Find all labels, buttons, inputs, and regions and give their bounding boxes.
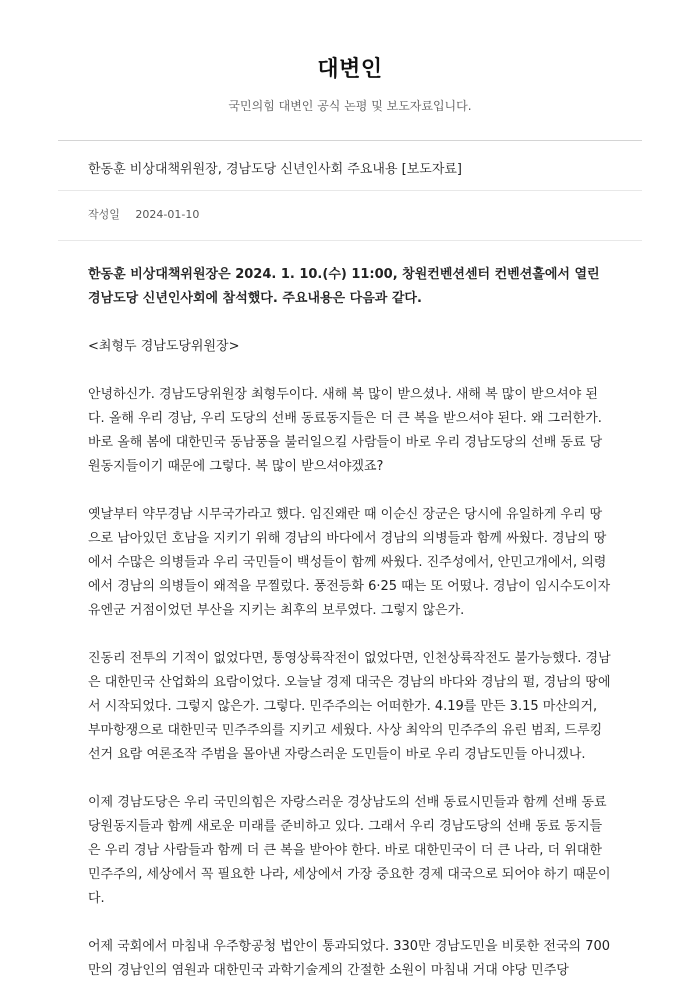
body-paragraph: 옛날부터 약무경남 시무국가라고 했다. 임진왜란 때 이순신 장군은 당시에 유일하게 우리 땅으로 남아있던 호남을 지키기 위해 경남의 바다에서 경남의 의병들과 함께 싸웠다. 경남의 땅에서 수많은 의병들과 우리 국민들이 백성들이 함께 싸웠다. 진주성에서, 안민고개에서, 의령에서 경남의 의병들이 왜적을 무찔렀다. 풍전등화 6·25 때는 또 어떴나. 경남이 임시수도이자 유엔군 거점이었던 부산을 지키는 최후의 보루였다. 그렇지 않은가.: [88, 507, 611, 618]
article-body: [88, 263, 612, 990]
site-tagline: 국민의힘 대변인 공식 논평 및 보도자료입니다.: [228, 99, 472, 113]
title-divider: [58, 190, 642, 191]
lead-paragraph: 한동훈 비상대책위원장은 2024. 1. 10.(수) 11:00, 창원컨벤션센터 컨벤션홀에서 열린 경남도당 신년인사회에 참석했다. 주요내용은 다음과 같다.: [88, 267, 600, 306]
body-paragraph: 어제 국회에서 마침내 우주항공청 법안이 통과되었다. 330만 경남도민을 비롯한 전국의 700만의 경남인의 염원과 대한민국 과학기술계의 간절한 소원이 마침내 거대 야당 민주당: [88, 939, 611, 978]
article-date: 2024-01-10: [135, 208, 200, 221]
body-paragraph: 안녕하신가. 경남도당위원장 최형두이다. 새해 복 많이 받으셨나. 새해 복 많이 받으셔야 된다. 올해 우리 경남, 우리 도당의 선배 동료동지들은 더 큰 복을 받으셔야 된다. 왜 그러한가. 바로 올해 봄에 대한민국 동남풍을 불러일으킬 사람들이 바로 우리 경남도당의 선배 동료 당원동지들이기 때문에 그렇다. 복 많이 받으셔야겠죠?: [88, 387, 603, 474]
article-title: 한동훈 비상대책위원장, 경남도당 신년인사회 주요내용 [보도자료]: [88, 162, 463, 177]
article-meta: [88, 206, 199, 222]
site-title[interactable]: 대변인: [317, 57, 383, 82]
header-divider: [58, 140, 642, 141]
site-header: [0, 0, 700, 114]
meta-label: 작성일: [88, 208, 120, 221]
body-paragraph: 진동리 전투의 기적이 없었다면, 통영상륙작전이 없었다면, 인천상륙작전도 불가능했다. 경남은 대한민국 산업화의 요람이었다. 오늘날 경제 대국은 경남의 바다와 경남의 펄, 경남의 땅에서 시작되었다. 그렇지 않은가. 그렇다. 민주주의는 어떠한가. 4.19를 만든 3.15 마산의거, 부마항쟁으로 대한민국 민주주의를 지키고 세웠다. 사상 최악의 민주주의 유린 범죄, 드루킹 선거 요람 여론조작 주범을 몰아낸 자랑스러운 도민들이 바로 우리 경남도민들 아니겠나.: [88, 651, 611, 762]
section-heading: <최형두 경남도당위원장>: [88, 339, 240, 354]
body-paragraph: 이제 경남도당은 우리 국민의힘은 자랑스러운 경상남도의 선배 동료시민들과 함께 선배 동료 당원동지들과 함께 새로운 미래를 준비하고 있다. 그래서 우리 경남도당의 선배 동료 동지들은 우리 경남 사람들과 함께 더 큰 복을 받아야 한다. 바로 대한민국이 더 큰 나라, 더 위대한 민주주의, 세상에서 꼭 필요한 나라, 세상에서 가장 중요한 경제 대국으로 되어야 하기 때문이다.: [88, 795, 611, 906]
meta-divider: [58, 240, 642, 241]
